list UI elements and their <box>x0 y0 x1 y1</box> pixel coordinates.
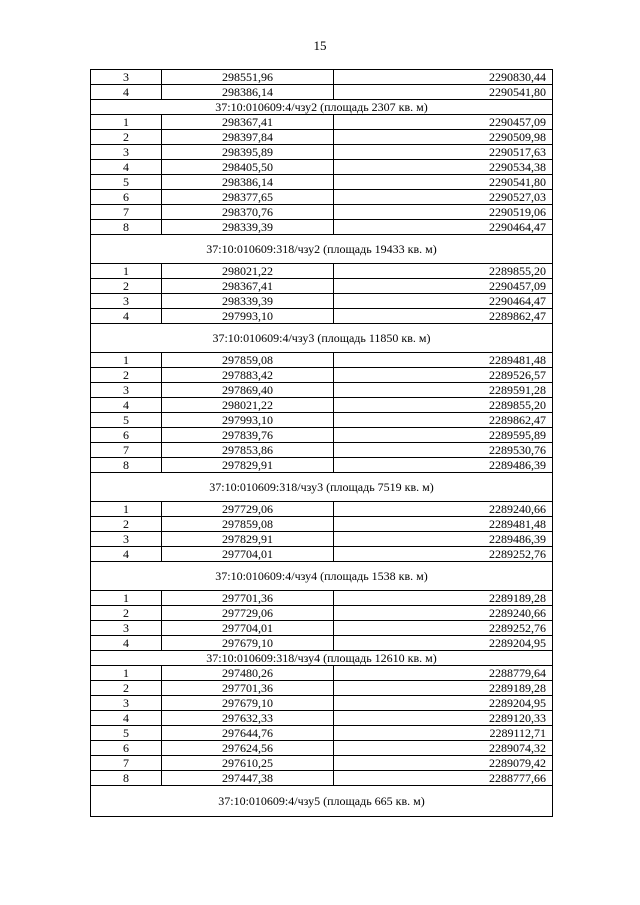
x-coordinate-cell: 298339,39 <box>162 220 334 235</box>
y-coordinate-cell: 2289481,48 <box>334 517 553 532</box>
x-coordinate-cell: 298405,50 <box>162 160 334 175</box>
point-number-cell: 5 <box>91 175 162 190</box>
x-coordinate-cell: 297480,26 <box>162 666 334 681</box>
table-row <box>91 756 553 771</box>
point-number-cell: 1 <box>91 502 162 517</box>
point-number-cell: 2 <box>91 368 162 383</box>
y-coordinate-cell: 2289240,66 <box>334 606 553 621</box>
y-coordinate-cell: 2289862,47 <box>334 309 553 324</box>
page-number: 15 <box>313 38 327 53</box>
y-coordinate-cell: 2290464,47 <box>334 294 553 309</box>
y-coordinate-cell: 2290464,47 <box>334 220 553 235</box>
y-coordinate-cell: 2290534,38 <box>334 160 553 175</box>
table-row <box>91 398 553 413</box>
y-coordinate-cell: 2290509,98 <box>334 130 553 145</box>
point-number-cell: 7 <box>91 756 162 771</box>
section-header-row <box>91 324 553 353</box>
x-coordinate-cell: 298367,41 <box>162 279 334 294</box>
x-coordinate-cell: 298397,84 <box>162 130 334 145</box>
x-coordinate-cell: 297859,08 <box>162 353 334 368</box>
point-number-cell: 1 <box>91 115 162 130</box>
x-coordinate-cell: 297610,25 <box>162 756 334 771</box>
point-number-cell: 7 <box>91 443 162 458</box>
point-number-cell: 1 <box>91 353 162 368</box>
point-number-cell: 4 <box>91 160 162 175</box>
table-row <box>91 517 553 532</box>
point-number-cell: 3 <box>91 696 162 711</box>
y-coordinate-cell: 2290830,44 <box>334 70 553 85</box>
x-coordinate-cell: 297729,06 <box>162 606 334 621</box>
point-number-cell: 4 <box>91 309 162 324</box>
section-title: 37:10:010609:4/чзу3 (площадь 11850 кв. м) <box>91 324 553 353</box>
table-row <box>91 741 553 756</box>
point-number-cell: 3 <box>91 621 162 636</box>
point-number-cell: 3 <box>91 294 162 309</box>
table-row <box>91 294 553 309</box>
y-coordinate-cell: 2289204,95 <box>334 636 553 651</box>
table-row <box>91 591 553 606</box>
y-coordinate-cell: 2289530,76 <box>334 443 553 458</box>
point-number-cell: 2 <box>91 130 162 145</box>
x-coordinate-cell: 297839,76 <box>162 428 334 443</box>
x-coordinate-cell: 298395,89 <box>162 145 334 160</box>
x-coordinate-cell: 297993,10 <box>162 309 334 324</box>
table-row <box>91 443 553 458</box>
point-number-cell: 3 <box>91 70 162 85</box>
table-row <box>91 428 553 443</box>
y-coordinate-cell: 2289486,39 <box>334 532 553 547</box>
coordinates-table <box>90 69 553 817</box>
y-coordinate-cell: 2290457,09 <box>334 279 553 294</box>
y-coordinate-cell: 2289486,39 <box>334 458 553 473</box>
table-row <box>91 115 553 130</box>
table-row <box>91 711 553 726</box>
table-row <box>91 502 553 517</box>
table-row <box>91 383 553 398</box>
point-number-cell: 6 <box>91 190 162 205</box>
table-row <box>91 621 553 636</box>
x-coordinate-cell: 298021,22 <box>162 398 334 413</box>
point-number-cell: 2 <box>91 517 162 532</box>
section-header-row <box>91 473 553 502</box>
y-coordinate-cell: 2290517,63 <box>334 145 553 160</box>
table-row <box>91 666 553 681</box>
x-coordinate-cell: 298386,14 <box>162 85 334 100</box>
point-number-cell: 4 <box>91 636 162 651</box>
x-coordinate-cell: 297859,08 <box>162 517 334 532</box>
y-coordinate-cell: 2289252,76 <box>334 621 553 636</box>
table-row <box>91 309 553 324</box>
point-number-cell: 8 <box>91 220 162 235</box>
table-row <box>91 205 553 220</box>
x-coordinate-cell: 297853,86 <box>162 443 334 458</box>
x-coordinate-cell: 297679,10 <box>162 696 334 711</box>
table-row <box>91 606 553 621</box>
section-header-row <box>91 786 553 817</box>
table-row <box>91 190 553 205</box>
x-coordinate-cell: 297993,10 <box>162 413 334 428</box>
x-coordinate-cell: 297447,38 <box>162 771 334 786</box>
x-coordinate-cell: 297829,91 <box>162 458 334 473</box>
y-coordinate-cell: 2289862,47 <box>334 413 553 428</box>
point-number-cell: 4 <box>91 547 162 562</box>
point-number-cell: 3 <box>91 532 162 547</box>
point-number-cell: 8 <box>91 458 162 473</box>
table-row <box>91 264 553 279</box>
y-coordinate-cell: 2290527,03 <box>334 190 553 205</box>
x-coordinate-cell: 297679,10 <box>162 636 334 651</box>
y-coordinate-cell: 2290541,80 <box>334 85 553 100</box>
x-coordinate-cell: 297644,76 <box>162 726 334 741</box>
y-coordinate-cell: 2290457,09 <box>334 115 553 130</box>
x-coordinate-cell: 297729,06 <box>162 502 334 517</box>
x-coordinate-cell: 297883,42 <box>162 368 334 383</box>
x-coordinate-cell: 298386,14 <box>162 175 334 190</box>
point-number-cell: 2 <box>91 606 162 621</box>
table-row <box>91 413 553 428</box>
y-coordinate-cell: 2289189,28 <box>334 681 553 696</box>
x-coordinate-cell: 297701,36 <box>162 591 334 606</box>
table-row <box>91 696 553 711</box>
section-header-row <box>91 100 553 115</box>
table-row <box>91 458 553 473</box>
section-header-row <box>91 562 553 591</box>
table-row <box>91 130 553 145</box>
y-coordinate-cell: 2289079,42 <box>334 756 553 771</box>
x-coordinate-cell: 298551,96 <box>162 70 334 85</box>
x-coordinate-cell: 298339,39 <box>162 294 334 309</box>
x-coordinate-cell: 297624,56 <box>162 741 334 756</box>
point-number-cell: 3 <box>91 383 162 398</box>
section-header-row <box>91 651 553 666</box>
point-number-cell: 1 <box>91 264 162 279</box>
y-coordinate-cell: 2289855,20 <box>334 398 553 413</box>
table-row <box>91 547 553 562</box>
y-coordinate-cell: 2289204,95 <box>334 696 553 711</box>
section-header-row <box>91 235 553 264</box>
table-row <box>91 726 553 741</box>
x-coordinate-cell: 297829,91 <box>162 532 334 547</box>
table-row <box>91 85 553 100</box>
y-coordinate-cell: 2289855,20 <box>334 264 553 279</box>
y-coordinate-cell: 2289240,66 <box>334 502 553 517</box>
table-row <box>91 771 553 786</box>
y-coordinate-cell: 2289112,71 <box>334 726 553 741</box>
y-coordinate-cell: 2289481,48 <box>334 353 553 368</box>
y-coordinate-cell: 2289595,89 <box>334 428 553 443</box>
table-row <box>91 145 553 160</box>
point-number-cell: 1 <box>91 666 162 681</box>
y-coordinate-cell: 2289252,76 <box>334 547 553 562</box>
y-coordinate-cell: 2290541,80 <box>334 175 553 190</box>
point-number-cell: 6 <box>91 428 162 443</box>
section-title: 37:10:010609:318/чзу3 (площадь 7519 кв. м) <box>91 473 553 502</box>
point-number-cell: 2 <box>91 681 162 696</box>
x-coordinate-cell: 298367,41 <box>162 115 334 130</box>
point-number-cell: 5 <box>91 726 162 741</box>
x-coordinate-cell: 297701,36 <box>162 681 334 696</box>
table-row <box>91 353 553 368</box>
point-number-cell: 7 <box>91 205 162 220</box>
y-coordinate-cell: 2289189,28 <box>334 591 553 606</box>
point-number-cell: 3 <box>91 145 162 160</box>
y-coordinate-cell: 2289591,28 <box>334 383 553 398</box>
table-row <box>91 160 553 175</box>
table-row <box>91 636 553 651</box>
x-coordinate-cell: 298021,22 <box>162 264 334 279</box>
table-row <box>91 220 553 235</box>
table-row <box>91 368 553 383</box>
x-coordinate-cell: 298377,65 <box>162 190 334 205</box>
y-coordinate-cell: 2288779,64 <box>334 666 553 681</box>
x-coordinate-cell: 297869,40 <box>162 383 334 398</box>
y-coordinate-cell: 2290519,06 <box>334 205 553 220</box>
point-number-cell: 6 <box>91 741 162 756</box>
point-number-cell: 8 <box>91 771 162 786</box>
point-number-cell: 4 <box>91 398 162 413</box>
y-coordinate-cell: 2288777,66 <box>334 771 553 786</box>
section-title: 37:10:010609:318/чзу4 (площадь 12610 кв. м) <box>91 651 553 666</box>
y-coordinate-cell: 2289526,57 <box>334 368 553 383</box>
section-title: 37:10:010609:4/чзу4 (площадь 1538 кв. м) <box>91 562 553 591</box>
x-coordinate-cell: 298370,76 <box>162 205 334 220</box>
section-title: 37:10:010609:4/чзу5 (площадь 665 кв. м) <box>91 786 553 817</box>
point-number-cell: 2 <box>91 279 162 294</box>
x-coordinate-cell: 297704,01 <box>162 547 334 562</box>
coordinates-table-body <box>91 70 553 817</box>
point-number-cell: 4 <box>91 711 162 726</box>
point-number-cell: 5 <box>91 413 162 428</box>
point-number-cell: 4 <box>91 85 162 100</box>
y-coordinate-cell: 2289074,32 <box>334 741 553 756</box>
table-row <box>91 279 553 294</box>
x-coordinate-cell: 297704,01 <box>162 621 334 636</box>
table-row <box>91 532 553 547</box>
point-number-cell: 1 <box>91 591 162 606</box>
table-row <box>91 70 553 85</box>
y-coordinate-cell: 2289120,33 <box>334 711 553 726</box>
table-row <box>91 681 553 696</box>
x-coordinate-cell: 297632,33 <box>162 711 334 726</box>
section-title: 37:10:010609:318/чзу2 (площадь 19433 кв. м) <box>91 235 553 264</box>
section-title: 37:10:010609:4/чзу2 (площадь 2307 кв. м) <box>91 100 553 115</box>
table-row <box>91 175 553 190</box>
